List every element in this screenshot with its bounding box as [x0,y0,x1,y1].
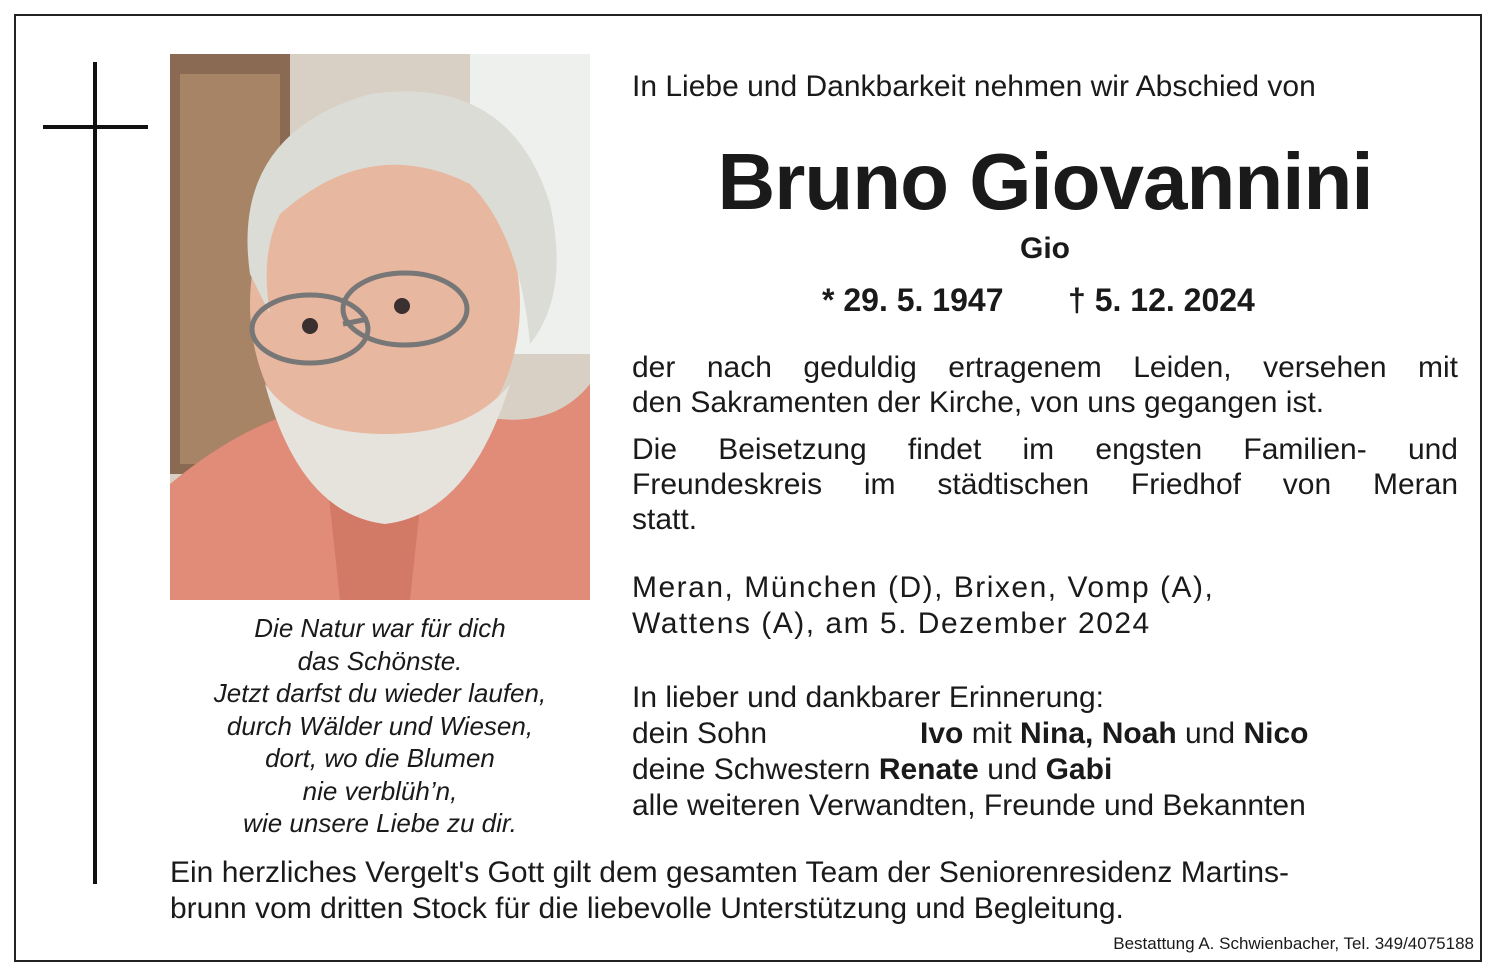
cross-icon [93,62,97,884]
connector-text: und [1176,717,1244,750]
funeral-home-credit: Bestattung A. Schwienbacher, Tel. 349/4075188 [1113,934,1474,953]
intro-line: In Liebe und Dankbarkeit nehmen wir Abschied von [632,70,1316,103]
portrait-photo [170,54,590,600]
mourner-name: Gabi [1045,753,1113,786]
cross-icon-bar [43,125,148,129]
passing-paragraph [632,350,1458,420]
poem-line: dort, wo die Blumen [265,743,495,773]
poem-line: wie unsere Liebe zu dir. [243,808,517,838]
connector-text: und [978,753,1046,786]
mourner-relation: dein Sohn [632,717,768,750]
mourner-name: Renate [878,753,979,786]
paragraph-line: den Sakramenten der Kirche, von uns gegangen ist. [632,386,1325,419]
mourner-names [920,716,1308,752]
birth-date: * 29. 5. 1947 [822,282,1004,318]
poem-line: Die Natur war für dich [254,613,506,643]
thanks-line: brunn vom dritten Stock für die liebevolle Unterstützung und Begleitung. [170,892,1124,925]
poem-line: durch Wälder und Wiesen, [226,710,534,741]
thanks-line: Ein herzliches Vergelt's Gott gilt dem gesamten Team der Seniorenresidenz Martins- [170,856,1290,889]
death-date: † 5. 12. 2024 [1068,282,1255,318]
poem-line: das Schönste. [297,645,463,676]
connector-text: mit [963,717,1021,750]
paragraph-line: Die Beisetzung findet im engsten Familien- und [632,433,1458,466]
paragraph-line: statt. [632,503,698,536]
memorial-poem [170,612,590,840]
mourners-heading: In lieber und dankbarer Erinnerung: [632,681,1104,714]
mourner-row-others: alle weiteren Verwandten, Freunde und Bekannten [632,789,1306,822]
mourners-list [632,680,1309,824]
burial-paragraph [632,432,1458,537]
mourner-name: Nina, Noah [1020,717,1177,750]
place-and-date [632,570,1214,642]
poem-line: Jetzt darfst du wieder laufen, [213,678,547,708]
mourner-row-sisters [632,752,1306,788]
paragraph-line: Freundeskreis im städtischen Friedhof von Meran [632,468,1458,501]
mourner-name: Nico [1243,717,1309,750]
mourner-name: Ivo [920,717,964,750]
nickname: Gio [1020,232,1070,265]
deceased-name: Bruno Giovannini [717,137,1373,226]
place-line: Wattens (A), am 5. Dezember 2024 [632,607,1151,640]
paragraph-line: der nach geduldig ertragenem Leiden, versehen mit [632,351,1458,384]
mourner-relation: deine Schwestern [632,753,879,786]
poem-line: nie verblüh’n, [302,775,458,806]
mourner-row-son [632,716,1309,752]
thanks-paragraph [170,855,1289,927]
mourner-names [632,752,1112,788]
place-line: Meran, München (D), Brixen, Vomp (A), [632,571,1215,604]
